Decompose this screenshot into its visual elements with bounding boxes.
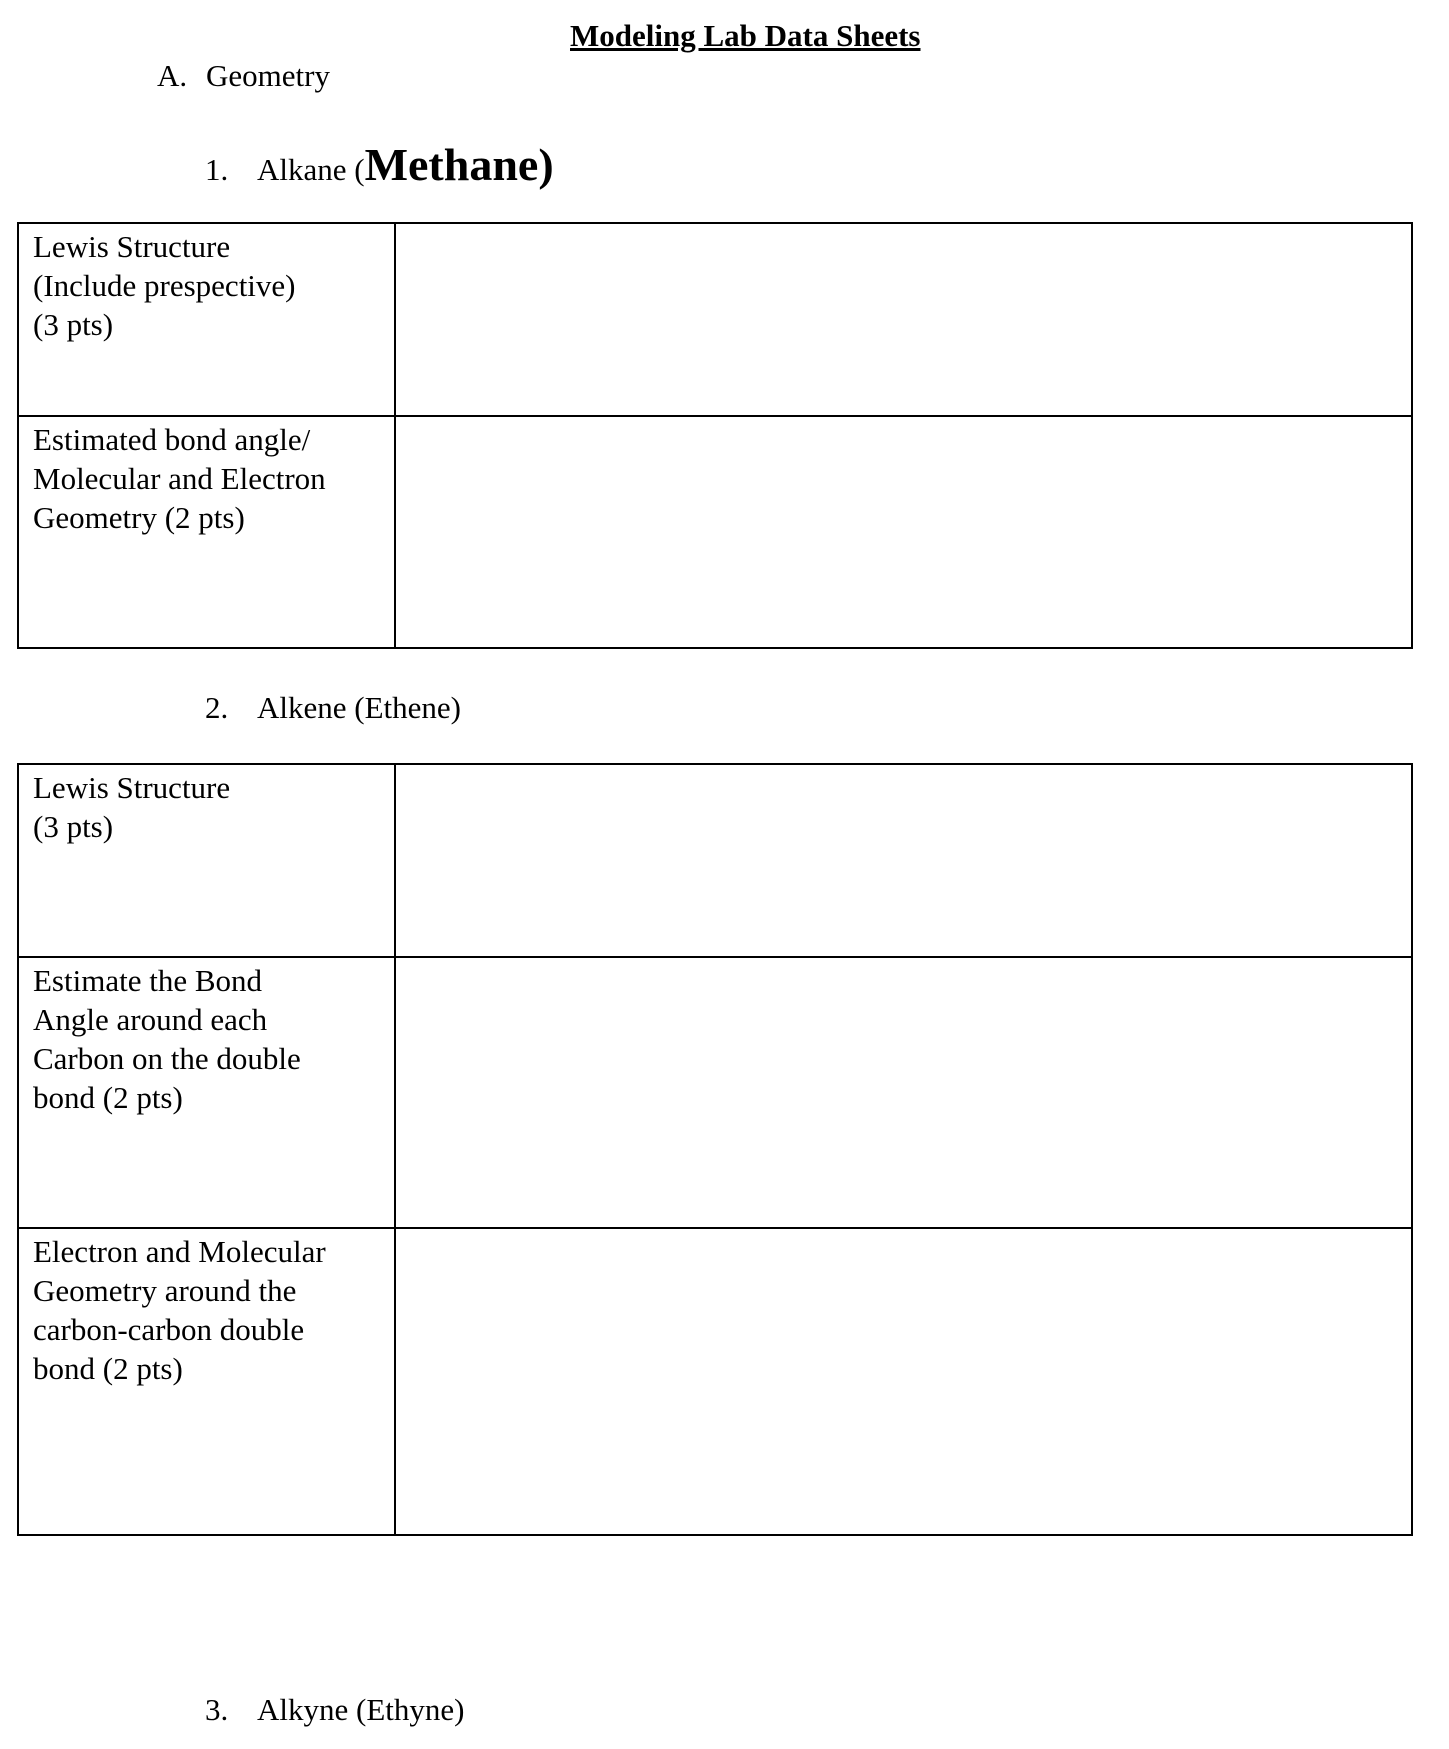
answer-cell[interactable]: [395, 957, 1412, 1228]
item-prefix: Alkene (Ethene): [257, 690, 461, 725]
answer-cell[interactable]: [395, 416, 1412, 648]
section-marker: A.: [157, 58, 188, 93]
row-label: Electron and Molecular Geometry around the carbon-carbon double bond (2 pts): [18, 1228, 395, 1535]
item-heading-alkene: [205, 690, 461, 726]
item-prefix: Alkyne (Ethyne): [257, 1692, 465, 1727]
section-label: Geometry: [206, 58, 330, 93]
answer-cell[interactable]: [395, 764, 1412, 957]
row-label: Lewis Structure (Include prespective) (3 pts): [18, 223, 395, 416]
row-label: Lewis Structure (3 pts): [18, 764, 395, 957]
row-label: Estimated bond angle/ Molecular and Electron Geometry (2 pts): [18, 416, 395, 648]
table-row: [18, 957, 1412, 1228]
row-label: Estimate the Bond Angle around each Carbon on the double bond (2 pts): [18, 957, 395, 1228]
item-heading-alkyne: [205, 1692, 464, 1728]
table-row: [18, 764, 1412, 957]
item-prefix: Alkane (: [257, 152, 365, 187]
table-row: [18, 1228, 1412, 1535]
item-number: 2.: [205, 690, 229, 725]
item-heading-alkane: [205, 138, 554, 191]
item-name-large: Methane): [364, 139, 554, 190]
answer-cell[interactable]: [395, 223, 1412, 416]
item-number: 1.: [205, 152, 229, 187]
table-row: [18, 416, 1412, 648]
alkane-table: [17, 222, 1413, 649]
page-title: Modeling Lab Data Sheets: [570, 18, 921, 53]
alkene-table: [17, 763, 1413, 1536]
section-heading: [157, 58, 330, 94]
table-row: [18, 223, 1412, 416]
item-number: 3.: [205, 1692, 229, 1727]
answer-cell[interactable]: [395, 1228, 1412, 1535]
